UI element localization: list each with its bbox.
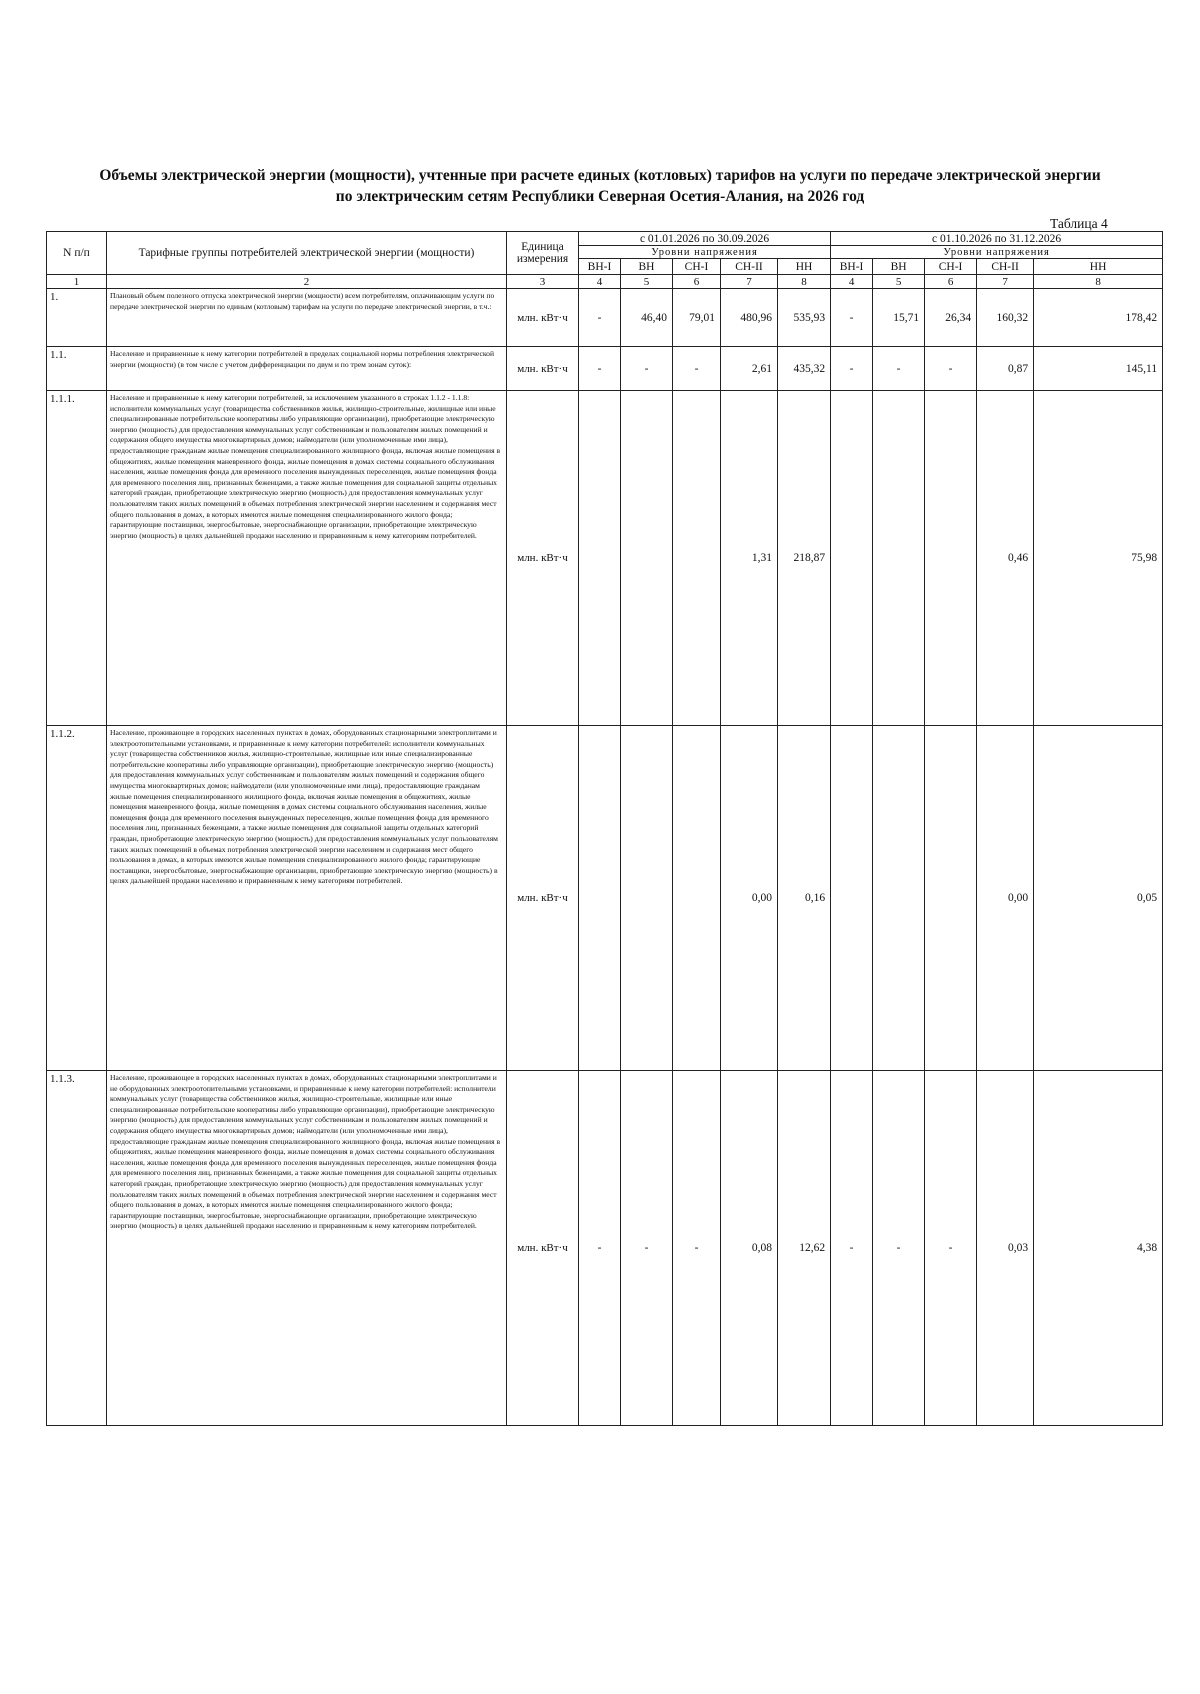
column-number: 1	[47, 275, 107, 289]
table-row	[47, 391, 1163, 726]
value-cell	[831, 726, 873, 1071]
value-cell: 0,00	[721, 726, 778, 1071]
value-cell: 535,93	[778, 289, 831, 347]
title-line-2: по электрическим сетям Республики Северная Осетия-Алания, на 2026 год	[335, 188, 865, 205]
row-unit: млн. кВт·ч	[507, 726, 579, 1071]
value-cell: 2,61	[721, 347, 778, 391]
column-number: 7	[977, 275, 1034, 289]
level-sn2: СН-II	[721, 259, 778, 275]
value-cell: 0,08	[721, 1071, 778, 1426]
row-number: 1.1.3.	[47, 1071, 107, 1426]
value-cell: -	[673, 1071, 721, 1426]
table-caption: Таблица 4	[1050, 216, 1108, 231]
header-unit: Единица измерения	[507, 232, 579, 275]
column-number: 2	[107, 275, 507, 289]
value-cell	[621, 391, 673, 726]
value-cell: -	[925, 347, 977, 391]
value-cell: 1,31	[721, 391, 778, 726]
volumes-table	[46, 231, 1163, 1426]
value-cell: 0,87	[977, 347, 1034, 391]
level-vn: ВН	[873, 259, 925, 275]
value-cell: 46,40	[621, 289, 673, 347]
table-row	[47, 726, 1163, 1071]
header-period-1: с 01.01.2026 по 30.09.2026	[579, 232, 831, 246]
value-cell: 145,11	[1034, 347, 1163, 391]
column-number: 4	[579, 275, 621, 289]
value-cell: -	[579, 347, 621, 391]
level-vn1: ВН-I	[579, 259, 621, 275]
column-number-row	[47, 275, 1163, 289]
value-cell: 15,71	[873, 289, 925, 347]
level-sn1: СН-I	[925, 259, 977, 275]
value-cell	[579, 726, 621, 1071]
value-cell: 0,00	[977, 726, 1034, 1071]
value-cell: 435,32	[778, 347, 831, 391]
value-cell	[873, 726, 925, 1071]
value-cell: 480,96	[721, 289, 778, 347]
column-number: 8	[778, 275, 831, 289]
column-number: 3	[507, 275, 579, 289]
column-number: 4	[831, 275, 873, 289]
value-cell: -	[831, 289, 873, 347]
value-cell: 0,05	[1034, 726, 1163, 1071]
column-number: 8	[1034, 275, 1163, 289]
value-cell	[925, 391, 977, 726]
row-number: 1.1.1.	[47, 391, 107, 726]
row-unit: млн. кВт·ч	[507, 1071, 579, 1426]
level-vn1: ВН-I	[831, 259, 873, 275]
value-cell: -	[621, 1071, 673, 1426]
value-cell: -	[873, 1071, 925, 1426]
value-cell: -	[621, 347, 673, 391]
value-cell	[579, 391, 621, 726]
header-group: Тарифные группы потребителей электрической энергии (мощности)	[107, 232, 507, 275]
value-cell: 79,01	[673, 289, 721, 347]
header-period-2: с 01.10.2026 по 31.12.2026	[831, 232, 1163, 246]
value-cell: 12,62	[778, 1071, 831, 1426]
row-description: Плановый объем полезного отпуска электрической энергии (мощности) всем потребителям, оплачивающим услуги по передаче электрической энергии по единым (котловым) тарифам на услуги по передаче электрической энергии, в т.ч.:	[107, 289, 507, 347]
row-description: Население и приравненные к нему категории потребителей, за исключением указанного в строках 1.1.2 - 1.1.8: исполнители коммунальных услуг (товарищества собственников жилья, жилищно-строительные, жилищные или иные специализированные потребительские кооперативы либо управляющие организации), приобретающие электрическую энергию (мощность) для предоставления коммунальных услуг собственникам и пользователям жилых помещений и содержания общего имущества многоквартирных домов; наймодатели (или уполномоченные ими лица), предоставляющие гражданам жилые помещения специализированного жилищного фонда, включая жилые помещения в общежитиях, жилые помещения маневренного фонда, жилые помещения в домах системы социального обслуживания населения, жилые помещения фонда для временного поселения вынужденных переселенцев, жилые помещения фонда для временного поселения лиц, признанных беженцами, а также жилые помещения для социальной защиты отдельных категорий граждан, приобретающие электрическую энергию (мощность) для предоставления коммунальных услуг пользователям таких жилых помещений в объемах потребления электрической энергии населением и содержания мест общего пользования в домах, в которых имеются жилые помещения специализированного жилого фонда; гарантирующие поставщики, энергосбытовые, энергоснабжающие организации, приобретающие электрическую энергию (мощность) в целях дальнейшей продажи населению и приравненным к нему категориям потребителей.	[107, 391, 507, 726]
column-number: 6	[673, 275, 721, 289]
level-sn1: СН-I	[673, 259, 721, 275]
value-cell: 218,87	[778, 391, 831, 726]
value-cell: -	[831, 1071, 873, 1426]
row-number: 1.1.2.	[47, 726, 107, 1071]
column-number: 5	[621, 275, 673, 289]
value-cell: 26,34	[925, 289, 977, 347]
row-unit: млн. кВт·ч	[507, 347, 579, 391]
value-cell: -	[579, 289, 621, 347]
value-cell: 178,42	[1034, 289, 1163, 347]
level-vn: ВН	[621, 259, 673, 275]
value-cell	[621, 726, 673, 1071]
row-description: Население, проживающее в городских населенных пунктах в домах, оборудованных стационарными электроплитами и электроотопительными установками, и приравненные к нему категории потребителей: исполнители коммунальных услуг (товарищества собственников жилья, жилищно-строительные, жилищные или иные специализированные потребительские кооперативы либо управляющие организации), приобретающие электрическую энергию (мощность) для предоставления коммунальных услуг собственникам и пользователям жилых помещений и содержания общего имущества многоквартирных домов; наймодатели (или уполномоченные ими лица), предоставляющие гражданам жилые помещения специализированного жилищного фонда, включая жилые помещения в общежитиях, жилые помещения маневренного фонда, жилые помещения в домах системы социального обслуживания населения, жилые помещения фонда для временного поселения вынужденных переселенцев, жилые помещения фонда для временного поселения лиц, признанных беженцами, а также жилые помещения для социальной защиты отдельных категорий граждан, приобретающие электрическую энергию (мощность) для предоставления коммунальных услуг пользователям таких жилых помещений в объемах потребления электрической энергии населением и содержания мест общего пользования в домах, в которых имеются жилые помещения специализированного жилого фонда; гарантирующие поставщики, энергосбытовые, энергоснабжающие организации, приобретающие электрическую энергию (мощность) в целях дальнейшей продажи населению и приравненным к нему категориям потребителей.	[107, 726, 507, 1071]
value-cell	[925, 726, 977, 1071]
column-number: 6	[925, 275, 977, 289]
value-cell: -	[925, 1071, 977, 1426]
value-cell	[831, 391, 873, 726]
header-levels-2: Уровни напряжения	[831, 246, 1163, 259]
value-cell	[673, 726, 721, 1071]
value-cell: 0,46	[977, 391, 1034, 726]
row-unit: млн. кВт·ч	[507, 391, 579, 726]
value-cell	[873, 391, 925, 726]
level-nn: НН	[1034, 259, 1163, 275]
value-cell	[673, 391, 721, 726]
value-cell: 75,98	[1034, 391, 1163, 726]
value-cell: -	[673, 347, 721, 391]
level-sn2: СН-II	[977, 259, 1034, 275]
row-unit: млн. кВт·ч	[507, 289, 579, 347]
value-cell: -	[873, 347, 925, 391]
table-row	[47, 1071, 1163, 1426]
value-cell: 0,03	[977, 1071, 1034, 1426]
header-num: N п/п	[47, 232, 107, 275]
value-cell: 4,38	[1034, 1071, 1163, 1426]
table-row	[47, 347, 1163, 391]
row-number: 1.1.	[47, 347, 107, 391]
value-cell: 0,16	[778, 726, 831, 1071]
page-title	[40, 165, 1160, 207]
row-number: 1.	[47, 289, 107, 347]
column-number: 5	[873, 275, 925, 289]
title-line-1: Объемы электрической энергии (мощности), учтенные при расчете единых (котловых) тарифов на услуги по передаче электрической энергии	[99, 167, 1101, 184]
row-description: Население и приравненные к нему категории потребителей в пределах социальной нормы потребления электрической энергии (мощности) (в том числе с учетом дифференциации по двум и по трем зонам суток):	[107, 347, 507, 391]
value-cell: -	[831, 347, 873, 391]
header-levels-1: Уровни напряжения	[579, 246, 831, 259]
value-cell: -	[579, 1071, 621, 1426]
value-cell: 160,32	[977, 289, 1034, 347]
table-row	[47, 289, 1163, 347]
column-number: 7	[721, 275, 778, 289]
level-nn: НН	[778, 259, 831, 275]
row-description: Население, проживающее в городских населенных пунктах в домах, оборудованных стационарными электроплитами и не оборудованных электроотопительными установками, и приравненные к нему категории потребителей: исполнители коммунальных услуг (товарищества собственников жилья, жилищно-строительные, жилищные или иные специализированные потребительские кооперативы либо управляющие организации), приобретающие электрическую энергию (мощность) для предоставления коммунальных услуг собственникам и пользователям жилых помещений и содержания общего имущества многоквартирных домов; наймодатели (или уполномоченные ими лица), предоставляющие гражданам жилые помещения специализированного жилищного фонда, включая жилые помещения в общежитиях, жилые помещения маневренного фонда, жилые помещения в домах системы социального обслуживания населения, жилые помещения фонда для временного поселения вынужденных переселенцев, жилые помещения фонда для временного поселения лиц, признанных беженцами, а также жилые помещения для социальной защиты отдельных категорий граждан, приобретающие электрическую энергию (мощность) для предоставления коммунальных услуг пользователям таких жилых помещений в объемах потребления электрической энергии населением и содержания мест общего пользования в домах, в которых имеются жилые помещения специализированного жилого фонда; гарантирующие поставщики, энергосбытовые, энергоснабжающие организации, приобретающие электрическую энергию (мощность) в целях дальнейшей продажи населению и приравненным к нему категориям потребителей.	[107, 1071, 507, 1426]
